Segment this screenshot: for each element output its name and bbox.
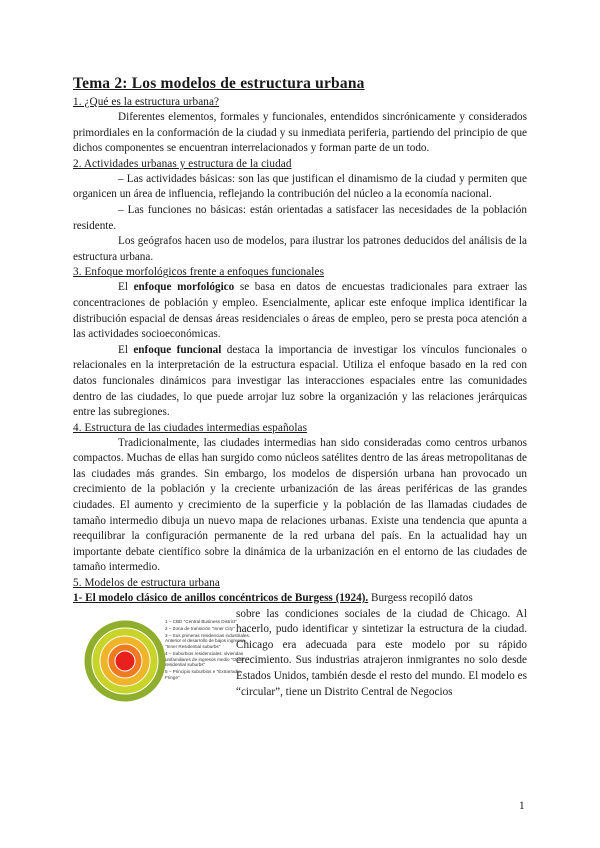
burgess-text: sobre las condiciones sociales de la ciudad de Chicago. Al hacerlo, pudo identificar y sintetizar la estructura de la ciudad. Chicago era adecuada para este modelo por su rápido crecimiento. Sus industrias atrajeron inmigrantes no solo desde Estados Unidos, también desde el resto del mundo. El modelo es “circular”, tiene un Distrito Central de Negocios bbox=[236, 607, 527, 698]
paragraph: Los geógrafos hacen uso de modelos, para ilustrar los patrones deducidos del análisis de la estructura urbana. bbox=[73, 235, 527, 263]
section-heading-3: 3. Enfoque morfológicos frente a enfoques funcionales bbox=[73, 266, 325, 279]
page-title: Tema 2: Los modelos de estructura urbana bbox=[73, 75, 365, 92]
burgess-figure-block bbox=[73, 607, 527, 732]
burgess-heading-line: 1- El modelo clásico de anillos concéntricos de Burgess (1924). Burgess recopiló datos bbox=[73, 592, 473, 605]
paragraph: El enfoque morfológico se basa en datos de encuestas tradicionales para extraer las concentraciones de población y empleo. Esencialmente, aplicar este enfoque implica identificar la distribución espacial de densas áreas residenciales o áreas de empleo, pero se presta poca atención a las actividades socioeconómicas. bbox=[73, 281, 527, 341]
legend-item: 3 – Sus primeras residencias industriales. Anterior el desarrollo de bajos ingresos "Inner Residential suburbs" bbox=[165, 632, 251, 649]
ring-1 bbox=[115, 651, 135, 671]
section-heading-2: 2. Actividades urbanas y estructura de la ciudad bbox=[73, 157, 292, 170]
paragraph: – Las funciones no básicas: están orientadas a satisfacer las necesidades de la población residente. bbox=[73, 203, 527, 232]
concentric-rings-diagram bbox=[83, 615, 167, 727]
bold-term: enfoque morfológico bbox=[133, 281, 235, 294]
paragraph: Tradicionalmente, las ciudades intermedias han sido consideradas como centros urbanos compactos. Muchas de ellas han surgido como núcleos satélites dentro de las áreas metropolitanas de las ciudades más grandes. Sin embargo, los modelos de dispersión urbana han provocado un crecimiento de la población y la creciente urbanización de las áreas periféricas de las grandes ciudades. El aumento y crecimiento de la superficie y la población de las llamadas ciudades de tamaño intermedio dibuja un nuevo mapa de relaciones urbanas. Existe una tendencia que apunta a reequilibrar la configuración permanente de la red urbana del país. En la actualidad hay un importante debate científico sobre la dinámica de la urbanización en el entorno de las ciudades de tamaño intermedio. bbox=[73, 436, 527, 574]
legend-item: 4 – Suburbios residenciales: viviendas unifamiliares de ingresos medio "Outer residential suburbs" bbox=[165, 651, 244, 668]
legend-item: 1 – CBD "Central Business District" bbox=[165, 618, 237, 624]
bold-term: enfoque funcional bbox=[133, 343, 222, 356]
paragraph: El enfoque funcional destaca la importancia de investigar los vínculos funcionales o relacionales en la interpretación de la estructura espacial. Utiliza el enfoque basado en la red con datos funcionales dinámicos para investigar las interacciones espaciales entre las comunidades dentro de las ciudades, lo que puede arrojar luz sobre la organización y las relaciones jerárquicas entre las subregiones. bbox=[73, 343, 527, 419]
section-heading-5: 5. Modelos de estructura urbana bbox=[73, 577, 220, 590]
document-page bbox=[73, 74, 527, 732]
paragraph: Diferentes elementos, formales y funcionales, entendidos sincrónicamente y considerados primordiales en la conformación de la ciudad y su inmediata periferia, partiendo del principio de que dichos componentes se encuentran interrelacionados y forman parte de un todo. bbox=[73, 111, 527, 155]
legend-item: 2 – Zona de transición "Inner City" bbox=[165, 625, 235, 631]
concentric-rings-figure bbox=[83, 615, 251, 727]
paragraph: – Las actividades básicas: son las que justifican el dinamismo de la ciudad y permiten que organicen un área de influencia, reflejando la contribución del núcleo a la economía nacional. bbox=[73, 172, 527, 201]
section-heading-4: 4. Estructura de las ciudades intermedias españolas bbox=[73, 421, 308, 434]
page-number: 1 bbox=[519, 800, 525, 812]
section-heading-1: 1. ¿Qué es la estructura urbana? bbox=[73, 96, 220, 108]
legend-item: 5 – Principio suburbios e "Extrarradio Fringe" bbox=[165, 669, 241, 680]
